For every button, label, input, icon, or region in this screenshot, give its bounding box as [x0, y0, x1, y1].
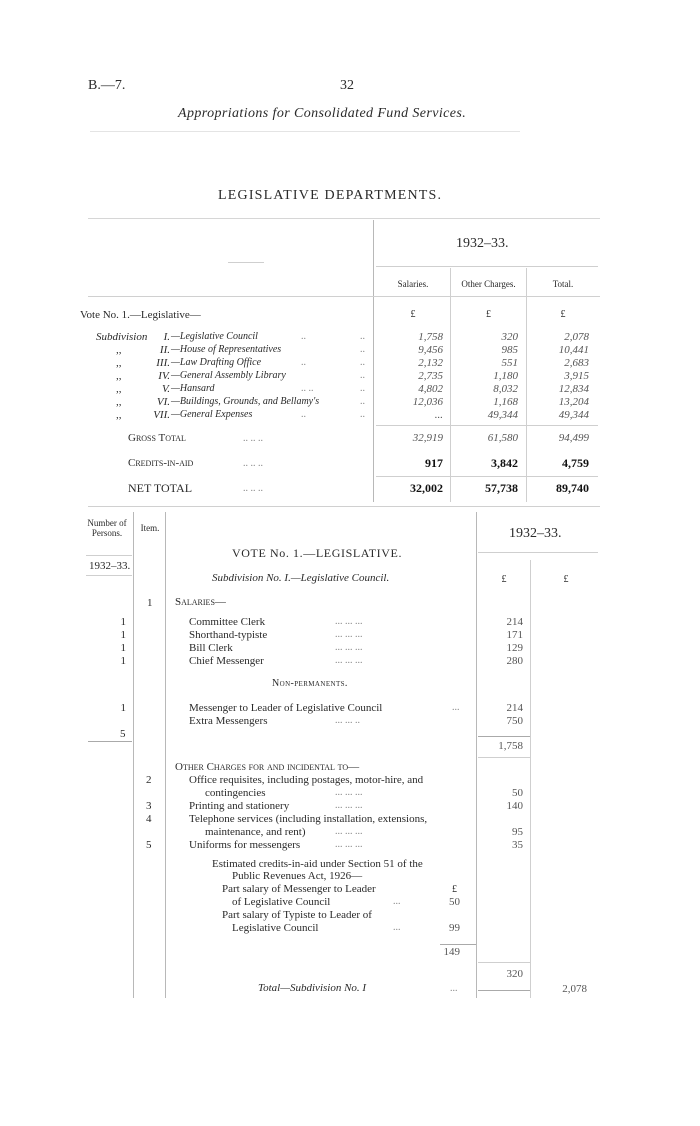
subdivision-dots-end: .. [360, 370, 365, 381]
summary-top-rule [88, 218, 600, 219]
credits-other: 3,842 [491, 456, 518, 470]
subdivision-dots: .. .. [301, 383, 314, 394]
credit-item-label-cont: Legislative Council [232, 922, 319, 934]
subdivision-name: —Legislative Council [171, 331, 258, 342]
col-item-header: Item. [140, 523, 160, 533]
persons-header-rule [86, 555, 132, 556]
subdivision-dots: .. [301, 331, 306, 342]
credit-item-label: Part salary of Typiste to Leader of [222, 909, 372, 921]
persons-divider [133, 512, 134, 998]
persons-total: 5 [120, 728, 126, 740]
credit-item-dots: ... [393, 922, 401, 933]
credits-dots: .. .. .. [243, 458, 263, 469]
summary-salaries-value: 9,456 [418, 344, 443, 356]
subdivision-dots-end: .. [360, 396, 365, 407]
summary-total-value: 10,441 [558, 344, 589, 356]
subdivision-dots: .. [301, 357, 306, 368]
summary-stub-rule [228, 262, 264, 263]
summary-header-rule [88, 296, 600, 297]
summary-other-value: 985 [501, 344, 518, 356]
summary-net-rule [376, 476, 598, 477]
subdivision-name: —Buildings, Grounds, and Bellamy's [171, 396, 320, 407]
other-charge-dots: ... ... ... [335, 839, 363, 850]
detail-currency-2: £ [563, 574, 569, 585]
summary-salaries-value: ... [434, 409, 443, 421]
summary-other-value: 1,180 [493, 370, 518, 382]
summary-salaries-value: 1,758 [418, 331, 443, 343]
salary-label: Shorthand-typiste [189, 629, 268, 641]
other-charge-amount: 95 [512, 826, 523, 838]
credits-note-line2: Public Revenues Act, 1926— [232, 870, 363, 882]
subdivision-prefix: ,, [116, 357, 122, 369]
gross-total-label: Gross Total [128, 432, 186, 444]
salary-amount: 280 [506, 655, 523, 667]
salary-dots: ... ... ... [335, 642, 363, 653]
other-charge-amount: 35 [512, 839, 523, 851]
non-permanent-amount: 750 [506, 715, 523, 727]
non-permanent-dots: ... [452, 702, 460, 713]
col-total: Total. [552, 279, 574, 289]
gross-other: 61,580 [487, 432, 518, 444]
other-charge-amount: 140 [506, 800, 523, 812]
credit-item-amount: 50 [449, 896, 460, 908]
salary-dots: ... ... ... [335, 616, 363, 627]
detail-currency-1: £ [501, 574, 507, 585]
vote-label: Vote No. 1.—Legislative— [80, 309, 201, 321]
report-ref: B.—7. [88, 78, 126, 93]
summary-total-value: 3,915 [564, 370, 589, 382]
other-charge-label: Printing and stationery [189, 800, 290, 812]
gross-salaries: 32,919 [412, 432, 443, 444]
credit-item-dots: ... [393, 896, 401, 907]
gross-dots: .. .. .. [243, 433, 263, 444]
summary-total-value: 49,344 [558, 409, 589, 421]
summary-year: 1932–33. [456, 236, 509, 251]
credit-item-label-cont: of Legislative Council [232, 896, 331, 908]
subdivision-dots-end: .. [360, 357, 365, 368]
subdivision-numeral: III. [156, 357, 170, 369]
subdivision-name: —General Assembly Library [171, 370, 286, 381]
salaries-heading: Salaries— [175, 596, 226, 608]
other-charge-amount: 50 [512, 787, 523, 799]
other-charge-label: Telephone services (including installation, extensions, [189, 813, 428, 825]
other-charge-label-cont: contingencies [205, 787, 266, 799]
grand-total: 2,078 [562, 983, 587, 995]
summary-divider [373, 220, 374, 502]
salary-dots: ... ... ... [335, 655, 363, 666]
salary-amount: 171 [506, 629, 523, 641]
summary-bottom-rule [88, 506, 600, 507]
salary-amount: 214 [506, 616, 523, 628]
summary-subtotal-rule [376, 425, 598, 426]
credits-label: Credits-in-aid [128, 457, 194, 469]
subdivision-dots-end: .. [360, 383, 365, 394]
subdivision-dots-end: .. [360, 344, 365, 355]
net-total: 89,740 [556, 481, 589, 495]
salaries-total-rule [478, 736, 530, 737]
salaries-total: 1,758 [498, 740, 523, 752]
gross-total: 94,499 [558, 432, 589, 444]
subdivision-numeral: VI. [156, 396, 170, 408]
amount-divider [476, 512, 477, 998]
summary-total-value: 2,078 [564, 331, 589, 343]
currency-salaries: £ [410, 309, 416, 320]
subdivision-dots-end: .. [360, 331, 365, 342]
other-charge-label: Office requisites, including postages, motor-hire, and [189, 774, 424, 786]
summary-other-value: 1,168 [493, 396, 518, 408]
col-other-charges: Other Charges. [461, 279, 516, 289]
persons-total-rule-top [88, 741, 132, 742]
salary-label: Chief Messenger [189, 655, 264, 667]
net-other: 57,738 [485, 481, 518, 495]
subdivision-name: —Law Drafting Office [171, 357, 262, 368]
running-title: Appropriations for Consolidated Fund Services. [178, 106, 467, 121]
non-permanent-dots: ... ... .. [335, 715, 360, 726]
persons-count: 1 [120, 642, 126, 654]
subdivision-prefix: ,, [116, 383, 122, 395]
non-permanent-label: Messenger to Leader of Legislative Council [189, 702, 383, 714]
summary-other-value: 320 [501, 331, 518, 343]
other-total-rule-top [478, 962, 530, 963]
other-charge-label-cont: maintenance, and rent) [205, 826, 306, 838]
summary-total-value: 13,204 [558, 396, 589, 408]
non-permanent-amount: 214 [506, 702, 523, 714]
currency-other: £ [486, 309, 491, 320]
credits-note-line1: Estimated credits-in-aid under Section 51 of the [212, 858, 423, 870]
non-permanent-label: Extra Messengers [189, 715, 268, 727]
subdivision-dots: .. [301, 409, 306, 420]
persons-count: 1 [120, 629, 126, 641]
subdivision-total-label: Total—Subdivision No. I [258, 982, 367, 994]
summary-total-value: 12,834 [558, 383, 589, 395]
subdivision-name: —General Expenses [171, 409, 253, 420]
summary-salaries-value: 12,036 [412, 396, 443, 408]
subdivision-prefix: ,, [116, 344, 122, 356]
col-persons-header: Number of Persons. [87, 518, 127, 538]
salary-amount: 129 [506, 642, 523, 654]
credits-currency: £ [452, 884, 457, 895]
salary-label: Committee Clerk [189, 616, 266, 628]
subdivision-numeral: II. [159, 344, 170, 356]
subdivision-name: —Hansard [171, 383, 215, 394]
subdivision-name: —House of Representatives [171, 344, 282, 355]
credits-total-rule [440, 944, 476, 945]
salaries-item-number: 1 [147, 597, 153, 609]
summary-salaries-value: 2,735 [418, 370, 443, 382]
summary-other-value: 49,344 [487, 409, 518, 421]
credit-item-amount: 99 [449, 922, 460, 934]
persons-count: 1 [120, 616, 126, 628]
persons-count: 1 [120, 702, 126, 714]
subdivision-numeral: VII. [153, 409, 170, 421]
section-title: LEGISLATIVE DEPARTMENTS. [218, 188, 443, 203]
net-dots: .. .. .. [243, 483, 263, 494]
subdivision-prefix: ,, [116, 409, 122, 421]
salary-label: Bill Clerk [189, 642, 233, 654]
subdivision-prefix: Subdivision [96, 331, 148, 343]
other-charge-dots: ... ... ... [335, 826, 363, 837]
subdivision-prefix: ,, [116, 370, 122, 382]
non-permanents-heading: Non-permanents. [272, 678, 348, 689]
col-salaries: Salaries. [397, 279, 429, 289]
subdivision-dots-end: .. [360, 409, 365, 420]
other-total: 320 [506, 968, 523, 980]
summary-other-value: 8,032 [493, 383, 518, 395]
credits-total: 149 [443, 946, 460, 958]
persons-year-rule [86, 575, 132, 576]
subdivision-numeral: V. [161, 383, 170, 395]
subdivision-total-dots: ... [450, 983, 458, 994]
net-total-label: NET TOTAL [128, 481, 193, 495]
item-number: 4 [146, 813, 152, 825]
other-charge-dots: ... ... ... [335, 787, 363, 798]
currency-total: £ [560, 309, 566, 320]
item-number: 5 [146, 839, 152, 851]
subdivision-title: Subdivision No. I.—Legislative Council. [212, 572, 390, 584]
salary-dots: ... ... ... [335, 629, 363, 640]
item-divider [165, 512, 166, 998]
amount-col-sep [530, 560, 531, 998]
detail-year-rule [478, 552, 598, 553]
persons-year: 1932–33. [89, 560, 131, 572]
detail-year: 1932–33. [509, 526, 562, 541]
credit-item-label: Part salary of Messenger to Leader [222, 883, 376, 895]
subdivision-numeral: I. [163, 331, 170, 343]
summary-total-value: 2,683 [564, 357, 589, 369]
persons-count: 1 [120, 655, 126, 667]
summary-salaries-value: 2,132 [418, 357, 443, 369]
subdivision-numeral: IV. [158, 370, 170, 382]
net-salaries: 32,002 [410, 481, 443, 495]
page-number: 32 [340, 78, 354, 93]
subdivision-prefix: ,, [116, 396, 122, 408]
other-charge-label: Uniforms for messengers [189, 839, 301, 851]
salaries-total-rule-bottom [478, 757, 530, 758]
summary-year-rule [376, 266, 598, 267]
other-charge-dots: ... ... ... [335, 800, 363, 811]
other-charges-heading: Other Charges for and incidental to— [175, 761, 360, 773]
subdivision-total-rule [478, 990, 530, 991]
summary-other-value: 551 [501, 357, 518, 369]
item-number: 3 [146, 800, 152, 812]
credits-total: 4,759 [562, 456, 589, 470]
item-number: 2 [146, 774, 152, 786]
vote-title: VOTE No. 1.—LEGISLATIVE. [232, 546, 403, 560]
summary-salaries-value: 4,802 [418, 383, 443, 395]
header-rule [90, 131, 520, 132]
credits-salaries: 917 [425, 456, 443, 470]
